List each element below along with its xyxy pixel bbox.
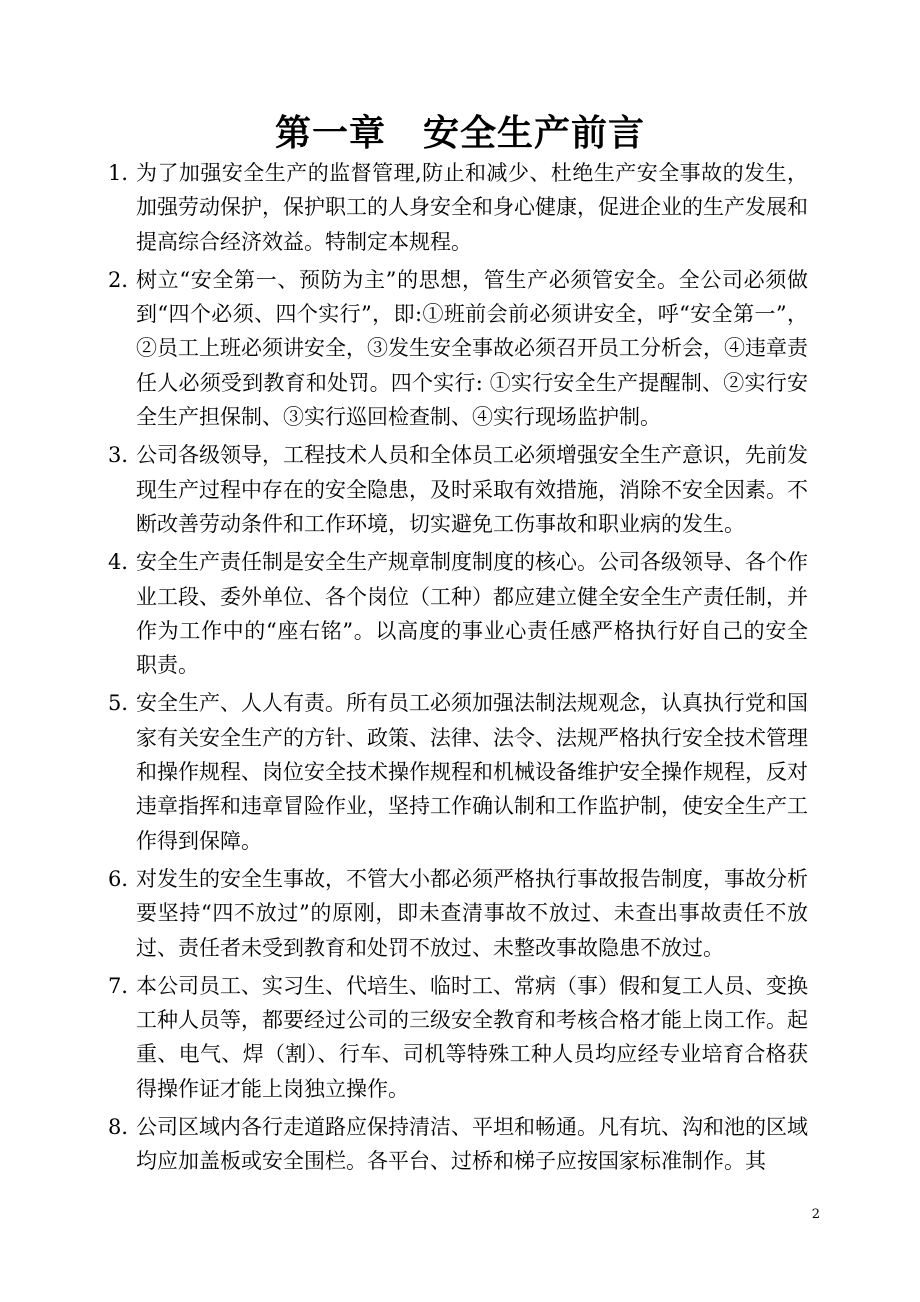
item-number: 6．	[108, 866, 143, 891]
item-text: 树立“安全第一、预防为主”的思想，管生产必须管安全。全公司必须做到“四个必须、四个实行”，即:①班前会前必须讲安全，呼“安全第一”，②员工上班必须讲安全，③发生安全事故必须召开员工分析会，④违章责任人必须受到教育和处罚。四个实行: ①实行安全生产提醒制、②实行安全生产担保制、③实行巡回检查制、④实行现场监护制。	[136, 267, 808, 430]
list-item	[108, 1110, 808, 1179]
item-number: 5．	[108, 691, 143, 716]
list-item	[108, 862, 808, 965]
page-title: 第一章 安全生产前言	[274, 112, 645, 154]
list-item	[108, 545, 808, 682]
page-number: 2	[811, 1207, 820, 1222]
item-text: 本公司员工、实习生、代培生、临时工、常病（事）假和复工人员、变换工种人员等，都要经过公司的三级安全教育和考核合格才能上岗工作。起重、电气、焊（割）、行车、司机等特殊工种人员均应经专业培育合格获得操作证才能上岗独立操作。	[136, 973, 808, 1101]
item-number: 3．	[108, 443, 143, 468]
list-item	[108, 156, 808, 259]
item-number: 1．	[108, 161, 143, 185]
item-number: 8．	[108, 1115, 143, 1140]
list-item	[108, 263, 808, 434]
list-item	[108, 438, 808, 541]
item-number: 4．	[108, 550, 143, 575]
item-text: 公司区域内各行走道路应保持清洁、平坦和畅通。凡有坑、沟和池的区域均应加盖板或安全围栏。各平台、过桥和梯子应按国家标准制作。其	[136, 1115, 808, 1174]
item-text: 为了加强安全生产的监督管理,防止和减少、杜绝生产安全事故的发生，加强劳动保护，保护职工的人身安全和身心健康，促进企业的生产发展和提高综合经济效益。特制定本规程。	[136, 161, 808, 254]
item-number: 2．	[108, 267, 143, 292]
item-list	[108, 156, 808, 1183]
item-number: 7．	[108, 973, 143, 998]
list-item	[108, 969, 808, 1106]
item-text: 公司各级领导，工程技术人员和全体员工必须增强安全生产意识，先前发现生产过程中存在的安全隐患，及时采取有效措施，消除不安全因素。不断改善劳动条件和工作环境，切实避免工伤事故和职业病的发生。	[136, 443, 808, 536]
item-text: 安全生产责任制是安全生产规章制度制度的核心。公司各级领导、各个作业工段、委外单位、各个岗位（工种）都应建立健全安全生产责任制，并作为工作中的“座右铭”。以高度的事业心责任感严格执行好自己的安全职责。	[136, 550, 808, 678]
item-text: 安全生产、人人有责。所有员工必须加强法制法规观念，认真执行党和国家有关安全生产的方针、政策、法律、法令、法规严格执行安全技术管理和操作规程、岗位安全技术操作规程和机械设备维护安全操作规程，反对违章指挥和违章冒险作业，坚持工作确认制和工作监护制，使安全生产工作得到保障。	[136, 691, 808, 853]
item-text: 对发生的安全生事故，不管大小都必须严格执行事故报告制度，事故分析要坚持“四不放过”的原刚，即未查清事故不放过、未查出事故责任不放过、责任者未受到教育和处罚不放过、未整改事故隐患不放过。	[136, 866, 808, 960]
list-item	[108, 686, 808, 857]
